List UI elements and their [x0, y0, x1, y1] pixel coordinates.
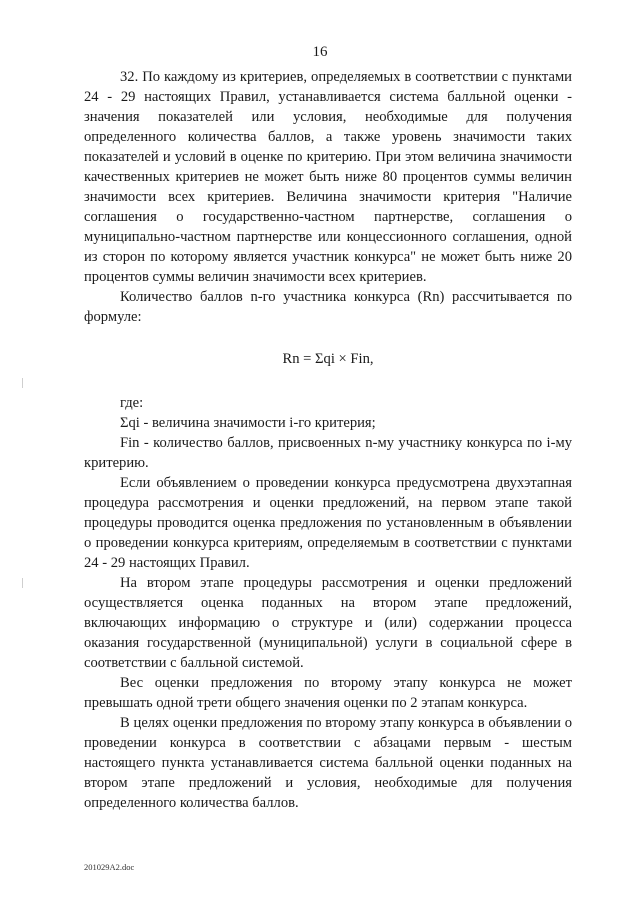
paragraph-32: 32. По каждому из критериев, определяемых в соответствии с пунктами 24 - 29 настоящих Правил, устанавливается система балльной оценки - значения показателей или условия, необходимые для получения определенного количества баллов, а также уровень значимости таких показателей и условий в оценке по критерию. При этом величина значимости качественных критериев не может быть ниже 80 процентов суммы величин значимости всех критериев. Величина значимости критерия "Наличие соглашения о государственно-частном партнерстве, соглашения о муниципально-частном партнерстве или концессионного соглашения, одной из сторон по которому является участник конкурса" не может быть ниже 20 процентов суммы величин значимости всех критериев.	[84, 69, 572, 285]
scan-mark	[22, 378, 23, 388]
page-number: 16	[312, 44, 328, 60]
paragraph-second-stage: На втором этапе процедуры рассмотрения и оценки предложений осуществляется оценка поданных на втором этапе предложений, включающих информацию о структуре и (или) содержании процесса оказания государственной (муниципальной) услуги в социальной сфере в соответствии с балльной системой.	[84, 575, 572, 671]
scan-mark	[22, 578, 23, 588]
file-name-footer: 201029A2.doc	[84, 862, 135, 872]
where-label: где:	[120, 395, 144, 411]
score-formula: Rn = Σqi × Fin,	[282, 351, 374, 367]
paragraph-two-stage: Если объявлением о проведении конкурса предусмотрена двухэтапная процедура рассмотрения и оценки предложений, на первом этапе такой процедуры проводится оценка предложения по установленным в объявлении о проведении конкурса критериям, определяемым в соответствии с пунктами 24 - 29 настоящих Правил.	[84, 475, 572, 571]
paragraph-score-intro: Количество баллов n-го участника конкурса (Rn) рассчитывается по формуле:	[84, 289, 572, 325]
document-body	[84, 67, 572, 813]
paragraph-scoring-system: В целях оценки предложения по второму этапу конкурса в объявлении о проведении конкурса в соответствии с абзацами первым - шестым настоящего пункта устанавливается система балльной оценки поданных на втором этапе предложений и условия, необходимые для получения определенного количества баллов.	[84, 715, 572, 811]
definition-qi: Σqi - величина значимости i-го критерия;	[120, 415, 376, 431]
paragraph-weight: Вес оценки предложения по второму этапу конкурса не может превышать одной трети общего значения оценки по 2 этапам конкурса.	[84, 675, 572, 711]
definition-fin: Fin - количество баллов, присвоенных n-му участнику конкурса по i-му критерию.	[84, 435, 572, 471]
